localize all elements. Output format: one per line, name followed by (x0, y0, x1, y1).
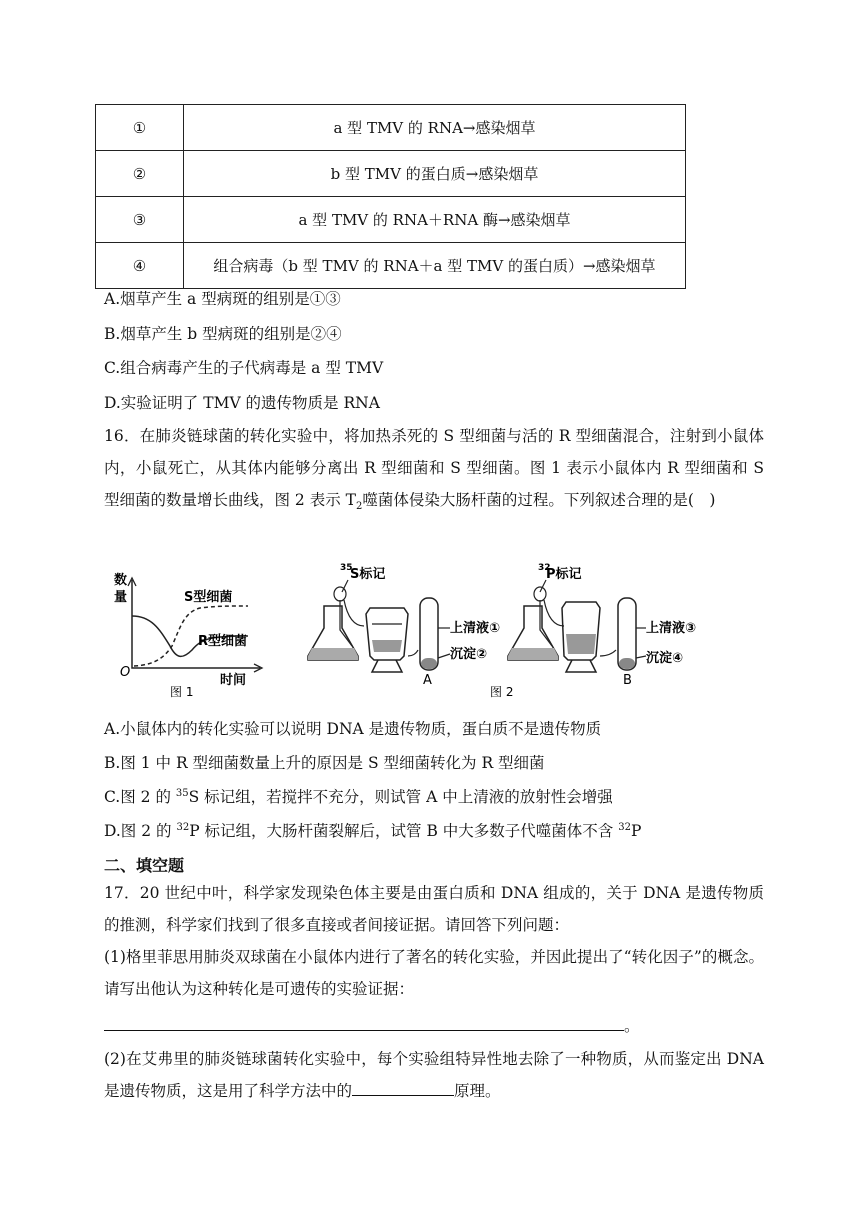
q16-stem-subscript: 2 (355, 501, 363, 513)
q15-option-a: A.烟草产生 a 型病斑的组别是①③ (104, 290, 341, 308)
row-content: a 型 TMV 的 RNA＋RNA 酶→感染烟草 (184, 197, 686, 243)
q16-option-c-sup: 35 (175, 787, 189, 799)
fig1-s-label: S型细菌 (184, 590, 233, 605)
row-content: b 型 TMV 的蛋白质→感染烟草 (184, 151, 686, 197)
q16-option-d-sup: 32 (176, 821, 190, 833)
fig2-blender-left (366, 608, 408, 660)
fig2-blender-right-base (566, 660, 596, 672)
fig2-tube-a-label: A (423, 673, 432, 688)
fig2-sediment-a (421, 658, 437, 669)
fig2-supernatant-3: 上清液③ (646, 621, 697, 636)
fig2-arrow-left (408, 650, 418, 656)
figure-2 (300, 560, 720, 702)
q16-option-d-sup2: 32 (618, 821, 631, 833)
row-content: a 型 TMV 的 RNA→感染烟草 (184, 105, 686, 151)
row-content: 组合病毒（b 型 TMV 的 RNA＋a 型 TMV 的蛋白质）→感染烟草 (184, 243, 686, 289)
table-row (96, 197, 686, 243)
answer-blank-1[interactable] (104, 1012, 624, 1031)
row-number: ② (96, 151, 184, 197)
fig2-p-mass: 32 (538, 563, 551, 573)
q16-option-d-post: P (630, 822, 642, 840)
fig2-p-label: P标记 (546, 567, 582, 582)
q17-part2-text: (2)在艾弗里的肺炎链球菌转化实验中，每个实验组特异性地去除了一种物质，从而鉴定出 DNA 是遗传物质，这是用了科学方法中的 (104, 1050, 764, 1100)
q16-option-d (104, 819, 641, 841)
q16-option-c-pre: C.图 2 的 (104, 788, 176, 806)
fig2-tube-b-label: B (623, 673, 632, 688)
fig1-caption: 图 1 (170, 685, 194, 699)
fig2-phage-left (334, 587, 346, 601)
q16-option-a: A.小鼠体内的转化实验可以说明 DNA 是遗传物质，蛋白质不是遗传物质 (104, 720, 602, 738)
fig2-sediment-b (619, 658, 635, 669)
experiment-table (95, 104, 686, 289)
q17-part2-end: 原理。 (454, 1082, 501, 1100)
q17-stem: 17．20 世纪中叶，科学家发现染色体主要是由蛋白质和 DNA 组成的，关于 DNA 是遗传物质的推测，科学家们找到了很多直接或者间接证据。请回答下列问题： (104, 884, 764, 934)
fig2-arrow-right (600, 650, 616, 656)
row-number: ① (96, 105, 184, 151)
q16-stem-part1: 16．在肺炎链球菌的转化实验中，将加热杀死的 S 型细菌与活的 R 型细菌混合，注射到小鼠体内，小鼠死亡，从其体内能够分离出 R 型细菌和 S 型细菌。图 1 表示小鼠体内 R 型细菌和 S 型细菌的数量增长曲线，图 2 表示 T (104, 427, 764, 509)
fig1-xlabel: 时间 (220, 673, 247, 688)
fig2-blender-left-base (372, 660, 402, 672)
row-number: ④ (96, 243, 184, 289)
fig2-phage-right (534, 587, 546, 601)
fig2-connector-left (344, 600, 364, 626)
fig2-caption: 图 2 (490, 685, 514, 699)
fig2-blender-left-liquid (372, 640, 402, 652)
fig1-ylabel-2: 量 (114, 590, 128, 605)
q16-option-b: B.图 1 中 R 型细菌数量上升的原因是 S 型细菌转化为 R 型细菌 (104, 754, 545, 772)
fig2-sediment-4: 沉淀④ (646, 651, 684, 666)
q17-part1-end: 。 (624, 1017, 640, 1035)
fig2-s-label: S标记 (350, 567, 386, 582)
table-row (96, 105, 686, 151)
q16-option-d-mid: P 标记组，大肠杆菌裂解后，试管 B 中大多数子代噬菌体不含 (189, 822, 619, 840)
fig2-pointer-2 (438, 654, 450, 658)
q16-stem-part2: 噬菌体侵染大肠杆菌的过程。下列叙述合理的是( ) (362, 491, 716, 509)
fig1-origin: O (120, 665, 131, 680)
fig2-flask-right-liquid (508, 648, 558, 660)
fig2-flask-left-liquid (308, 648, 358, 660)
section-heading: 二、填空题 (104, 856, 185, 875)
table-row (96, 243, 686, 289)
row-number: ③ (96, 197, 184, 243)
fig2-pointer-4 (636, 656, 646, 658)
q16-option-c-post: S 标记组，若搅拌不充分，则试管 A 中上清液的放射性会增强 (188, 788, 613, 806)
q16-stem (104, 420, 764, 516)
answer-blank-2[interactable] (352, 1077, 454, 1096)
q15-option-b: B.烟草产生 b 型病斑的组别是②④ (104, 325, 342, 343)
fig2-connector-right (544, 600, 564, 626)
fig1-ylabel-1: 数 (114, 573, 128, 588)
table-row (96, 151, 686, 197)
fig1-r-label: R型细菌 (198, 634, 248, 649)
fig2-supernatant-1: 上清液① (450, 621, 501, 636)
q17-part1-answer (104, 1012, 640, 1036)
fig2-s-mass: 35 (340, 563, 353, 573)
q15-option-d: D.实验证明了 TMV 的遗传物质是 RNA (104, 394, 380, 412)
q16-option-c (104, 785, 613, 807)
q17-part2 (104, 1043, 764, 1107)
q15-option-c: C.组合病毒产生的子代病毒是 a 型 TMV (104, 359, 384, 377)
q16-option-d-pre: D.图 2 的 (104, 822, 177, 840)
figure-1 (110, 568, 270, 700)
fig2-sediment-2: 沉淀② (450, 647, 488, 662)
fig2-blender-right-liquid (566, 634, 596, 654)
q17-part1: (1)格里菲思用肺炎双球菌在小鼠体内进行了著名的转化实验，并因此提出了“转化因子”的概念。请写出他认为这种转化是可遗传的实验证据： (104, 948, 764, 998)
